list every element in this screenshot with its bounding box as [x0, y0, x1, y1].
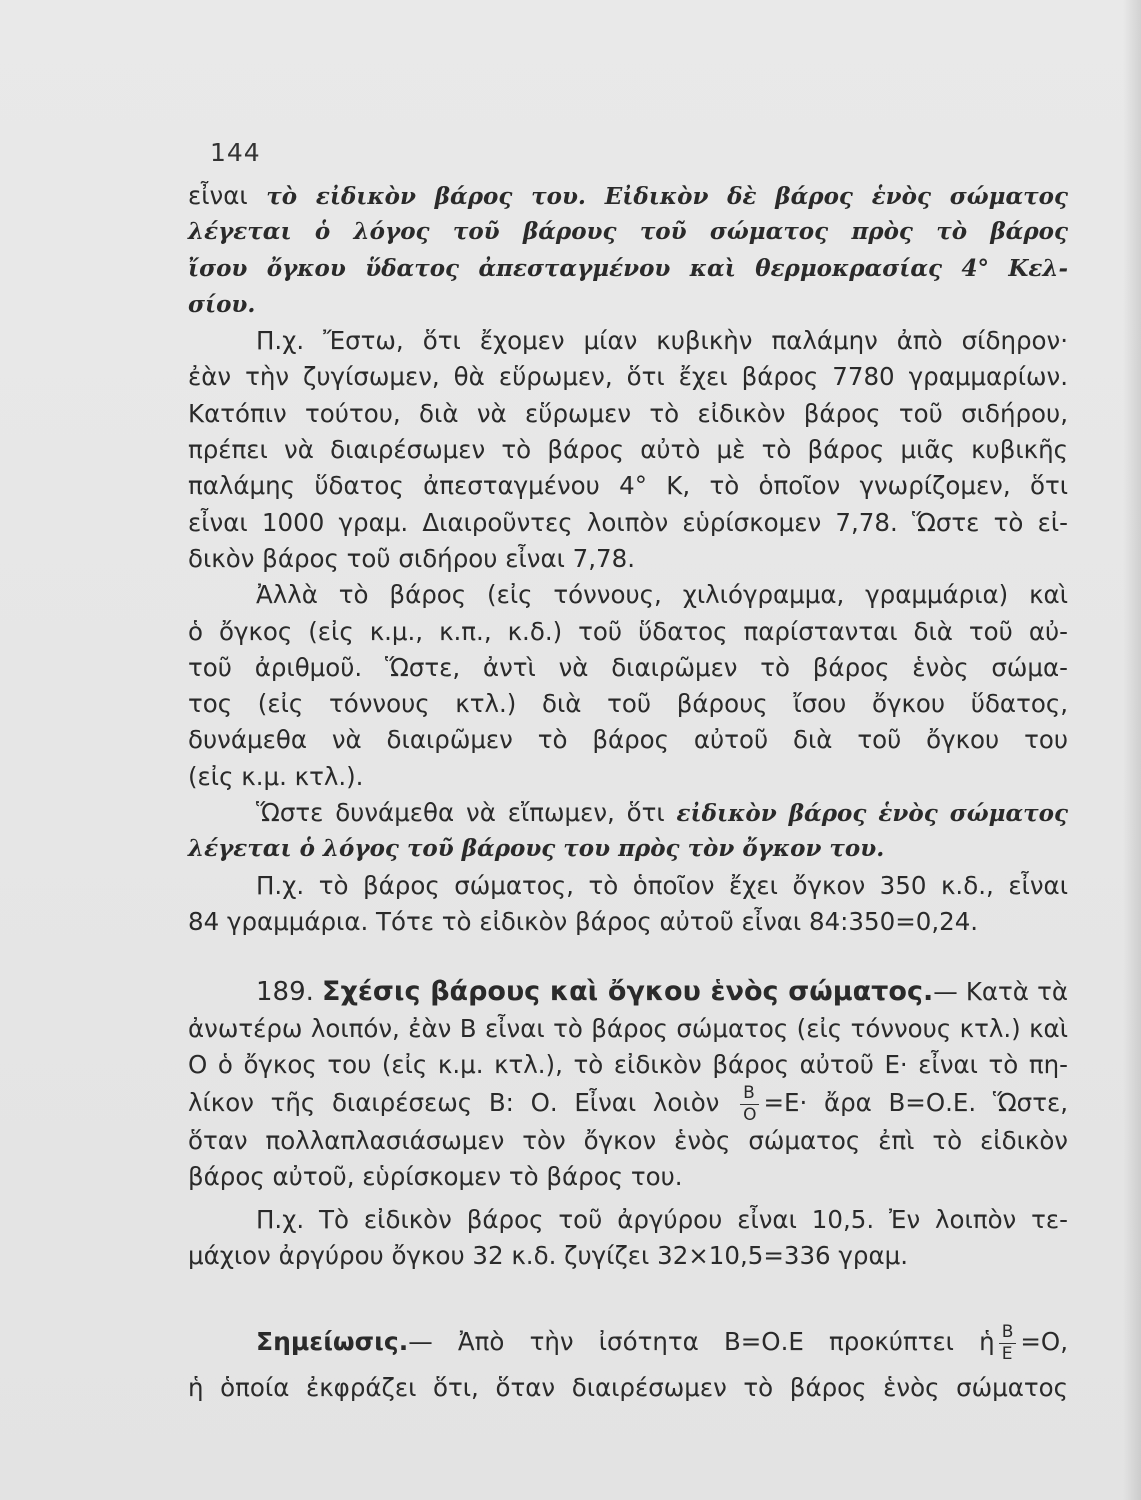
page-edge-shadow [1123, 0, 1141, 1500]
section-title: Σχέσις βάρους καὶ ὄγκου ἑνὸς σώματος. [322, 976, 934, 1008]
text-line: παλάμης ὕδατος ἀπεσταγμένου 4° Κ, τὸ ὁποῖον γνωρίζομεν, ὅτι [188, 471, 1068, 501]
text-span: — Κατὰ τὰ [933, 977, 1068, 1007]
text-line [188, 795, 1068, 831]
fraction-numerator: Β [743, 1082, 755, 1103]
page-number: 144 [210, 138, 261, 167]
text-line: μάχιον ἀργύρου ὄγκου 32 κ.δ. ζυγίζει 32×10,5=336 γραμ. [188, 1241, 909, 1271]
page-body [188, 178, 1068, 1407]
text-line: Π.χ. Ἔστω, ὅτι ἔχομεν μίαν κυβικὴν παλάμην ἀπὸ σίδηρον· [256, 326, 1068, 356]
text-line-with-fraction [188, 1322, 1068, 1362]
text-line: δικὸν βάρος τοῦ σιδήρου εἶναι 7,78. [188, 543, 636, 573]
text-span: Ὥστε δυνάμεθα νὰ εἴπωμεν, ὅτι [256, 798, 677, 828]
bold-italic-span: τὸ εἰδικὸν βάρος του. Εἰδικὸν δὲ βάρος ἑνὸς σώματος [266, 183, 1068, 210]
text-line: 84 γραμμάρια. Τότε τὸ εἰδικὸν βάρος αὐτοῦ εἶναι 84:350=0,24. [188, 906, 979, 936]
paragraph-units [188, 577, 1068, 795]
fraction-denominator: Ο [740, 1104, 759, 1124]
text-line [188, 974, 1068, 1010]
section-number: 189. [256, 977, 314, 1008]
text-line: ἐὰν τὴν ζυγίσωμεν, θὰ εὕρωμεν, ὅτι ἔχει βάρος 7780 γραμμαρίων. [188, 362, 1068, 392]
text-line: ἡ ὁποία ἐκφράζει ὅτι, ὅταν διαιρέσωμεν τὸ βάρος ἑνὸς σώματος [188, 1373, 1068, 1403]
fraction-denominator: Ε [999, 1343, 1017, 1363]
text-line: Κατόπιν τούτου, διὰ νὰ εὕρωμεν τὸ εἰδικὸν βάρος τοῦ σιδήρου, [188, 398, 1068, 428]
text-line: ἀνωτέρω λοιπόν, ἐὰν Β εἶναι τὸ βάρος σώματος (εἰς τόννους κτλ.) καὶ [188, 1013, 1068, 1043]
text-line: λέγεται ὁ λόγος τοῦ βάρους του πρὸς τὸν ὄγκον του. [188, 835, 885, 863]
text-line: τοῦ ἀριθμοῦ. Ὥστε, ἀντὶ νὰ διαιρῶμεν τὸ βάρος ἑνὸς σώμα- [188, 652, 1068, 682]
text-line: δυνάμεθα νὰ διαιρῶμεν τὸ βάρος αὐτοῦ διὰ τοῦ ὄγκου του [188, 725, 1068, 755]
text-line: Ἀλλὰ τὸ βάρος (εἰς τόννους, χιλιόγραμμα, γραμμάρια) καὶ [256, 580, 1068, 610]
text-span: εἶναι [188, 181, 267, 210]
text-line: Π.χ. τὸ βάρος σώματος, τὸ ὁποῖον ἔχει ὄγκον 350 κ.δ., εἶναι [256, 870, 1068, 900]
text-line: τος (εἰς τόννους κτλ.) διὰ τοῦ βάρους ἴσου ὄγκου ὕδατος, [188, 689, 1068, 719]
note-section [188, 1322, 1068, 1406]
text-line: εἶναι 1000 γραμ. Διαιροῦντες λοιπὸν εὑρίσκομεν 7,78. Ὥστε τὸ εἰ- [188, 507, 1068, 537]
text-line: βάρος αὐτοῦ, εὑρίσκομεν τὸ βάρος του. [188, 1162, 683, 1192]
text-line: (εἰς κ.μ. κτλ.). [188, 761, 364, 791]
text-line: ὅταν πολλαπλασιάσωμεν τὸν ὄγκον ἑνὸς σώματος ἐπὶ τὸ εἰδικὸν [188, 1126, 1068, 1156]
section-189 [188, 974, 1068, 1195]
text-span: λίκον τῆς διαιρέσεως Β: Ο. Εἶναι λοιὸν [188, 1088, 737, 1118]
bold-italic-span: εἰδικὸν βάρος ἑνὸς σώματος [676, 800, 1068, 828]
fraction-numerator: Β [1001, 1321, 1014, 1342]
text-line-with-fraction [188, 1083, 1068, 1123]
fraction-b-over-e [999, 1321, 1017, 1364]
text-span: =Ε· ἄρα Β=Ο.Ε. Ὥστε, [763, 1088, 1068, 1118]
text-line: σίου. [188, 290, 256, 318]
text-line: λέγεται ὁ λόγος τοῦ βάρους τοῦ σώματος πρὸς τὸ βάρος [188, 218, 1068, 246]
text-span: =Ο, [1020, 1327, 1068, 1357]
paragraph-iron-example [188, 323, 1068, 577]
paragraph-silver-example [188, 1202, 1068, 1275]
text-line: πρέπει νὰ διαιρέσωμεν τὸ βάρος αὐτὸ μὲ τὸ βάρος μιᾶς κυβικῆς [188, 435, 1068, 465]
paragraph-conclusion [188, 795, 1068, 868]
paragraph-definition [188, 178, 1068, 323]
paragraph-example-350 [188, 868, 1068, 941]
text-line: ἴσου ὄγκου ὕδατος ἀπεσταγμένου καὶ θερμοκρασίας 4° Κελ- [188, 254, 1068, 282]
note-label: Σημείωσις. [256, 1327, 409, 1357]
text-line [188, 178, 1068, 214]
text-line: Π.χ. Τὸ εἰδικὸν βάρος τοῦ ἀργύρου εἶναι 10,5. Ἐν λοιπὸν τε- [256, 1204, 1068, 1234]
text-line: Ο ὁ ὄγκος του (εἰς κ.μ. κτλ.), τὸ εἰδικὸν βάρος αὐτοῦ Ε· εἶναι τὸ πη- [188, 1049, 1068, 1079]
text-line: ὁ ὄγκος (εἰς κ.μ., κ.π., κ.δ.) τοῦ ὕδατος παρίστανται διὰ τοῦ αὐ- [188, 616, 1068, 646]
fraction-b-over-o [740, 1082, 759, 1125]
text-span: — Ἀπὸ τὴν ἰσότητα Β=Ο.Ε προκύπτει ἡ [408, 1327, 995, 1357]
